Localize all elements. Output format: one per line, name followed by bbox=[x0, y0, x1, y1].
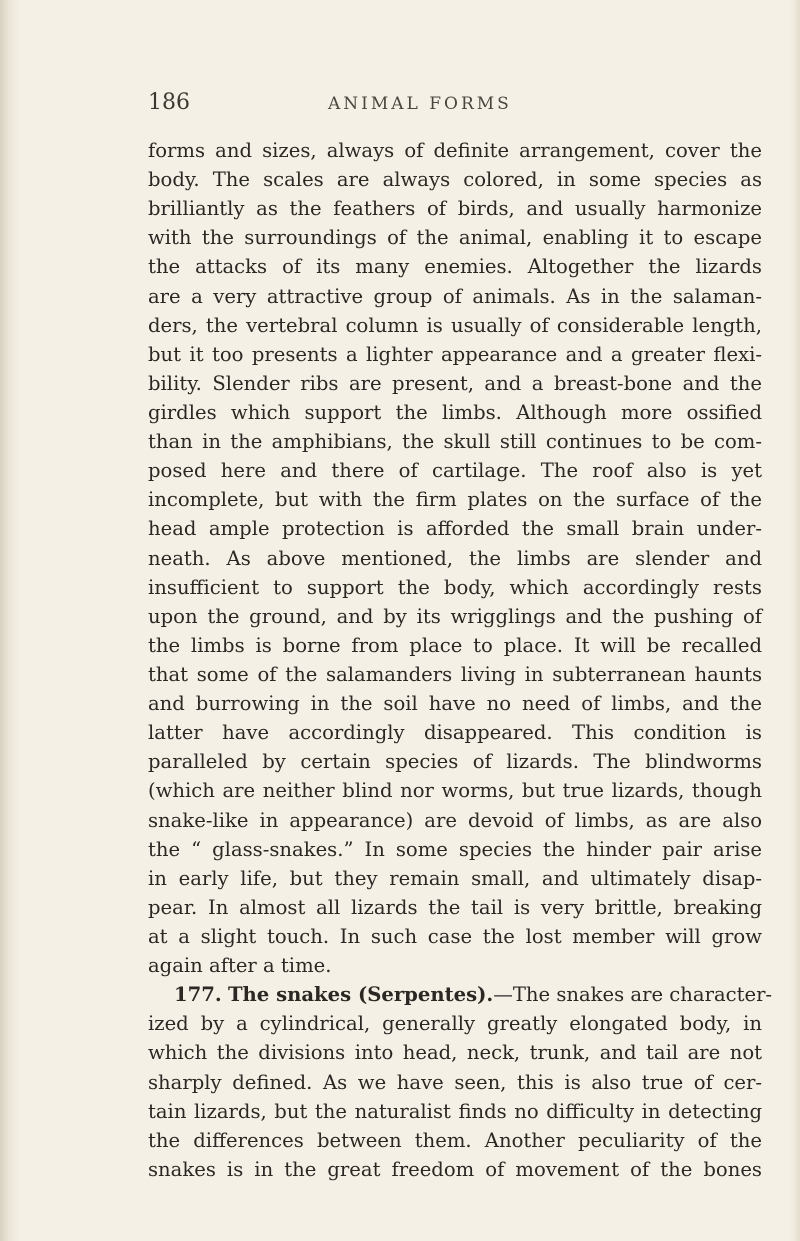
text-line: neath. As above mentioned, the limbs are slender and bbox=[148, 546, 762, 570]
text-line: at a slight touch. In such case the lost member will grow bbox=[148, 924, 762, 948]
page-header bbox=[148, 90, 758, 120]
text-line: bility. Slender ribs are present, and a breast-bone and the bbox=[148, 371, 762, 395]
page-edge-shadow bbox=[790, 0, 800, 1241]
text-line: posed here and there of cartilage. The roof also is yet bbox=[148, 459, 762, 483]
body-text bbox=[148, 136, 773, 1184]
text-line: are a very attractive group of animals. As in the salaman- bbox=[148, 284, 762, 308]
text-line: incomplete, but with the firm plates on the surface of the bbox=[148, 488, 762, 512]
page-binding-shadow bbox=[0, 0, 20, 1241]
text-line: the limbs is borne from place to place. It will be recalled bbox=[148, 633, 762, 657]
text-line: forms and sizes, always of definite arrangement, cover the bbox=[148, 139, 762, 162]
text-line: the differences between them. Another peculiarity of the bbox=[148, 1128, 762, 1152]
text-line: sharply defined. As we have seen, this is also true of cer- bbox=[148, 1070, 762, 1094]
text-line: which the divisions into head, neck, trunk, and tail are not bbox=[148, 1041, 762, 1065]
text-line: the attacks of its many enemies. Altogether the lizards bbox=[148, 255, 762, 279]
running-head: ANIMAL FORMS bbox=[328, 94, 512, 114]
text-line: latter have accordingly disappeared. This condition is bbox=[148, 721, 762, 745]
text-line: paralleled by certain species of lizards. The blindworms bbox=[148, 750, 762, 774]
text-line: than in the amphibians, the skull still continues to be com- bbox=[148, 430, 762, 454]
text-line: head ample protection is afforded the small brain under- bbox=[148, 517, 762, 541]
section-heading-line bbox=[148, 980, 773, 1009]
text-line: ders, the vertebral column is usually of considerable length, bbox=[148, 313, 762, 337]
text-line: but it too presents a lighter appearance and a greater flexi- bbox=[148, 342, 762, 366]
text-line: that some of the salamanders living in subterranean haunts bbox=[148, 662, 762, 686]
text-line: girdles which support the limbs. Although more ossified bbox=[148, 400, 762, 424]
text-line: ized by a cylindrical, generally greatly elongated body, in bbox=[148, 1012, 762, 1036]
text-line: (which are neither blind nor worms, but true lizards, though bbox=[148, 779, 762, 803]
text-line: again after a time. bbox=[148, 954, 332, 978]
text-line: and burrowing in the soil have no need of limbs, and the bbox=[148, 692, 762, 716]
text-line: snake-like in appearance) are devoid of limbs, as are also bbox=[148, 808, 762, 832]
section-number: 177. bbox=[174, 983, 222, 1007]
text-line: brilliantly as the feathers of birds, and usually harmonize bbox=[148, 197, 762, 221]
text-line: snakes is in the great freedom of movement of the bones bbox=[148, 1157, 762, 1181]
text-line: insufficient to support the body, which accordingly rests bbox=[148, 575, 762, 599]
text-line: pear. In almost all lizards the tail is very brittle, breaking bbox=[148, 895, 762, 919]
text-line: body. The scales are always colored, in some species as bbox=[148, 168, 762, 192]
section-first-line: —The snakes are character- bbox=[493, 983, 773, 1007]
text-line: the “ glass-snakes.” In some species the hinder pair arise bbox=[148, 837, 762, 861]
text-line: upon the ground, and by its wrigglings and the pushing of bbox=[148, 604, 762, 628]
text-line: with the surroundings of the animal, enabling it to escape bbox=[148, 226, 762, 250]
text-line: tain lizards, but the naturalist finds no difficulty in detecting bbox=[148, 1099, 762, 1123]
section-heading: The snakes (Serpentes). bbox=[227, 983, 494, 1007]
text-line: in early life, but they remain small, and ultimately disap- bbox=[148, 866, 762, 890]
page-number: 186 bbox=[148, 90, 190, 115]
